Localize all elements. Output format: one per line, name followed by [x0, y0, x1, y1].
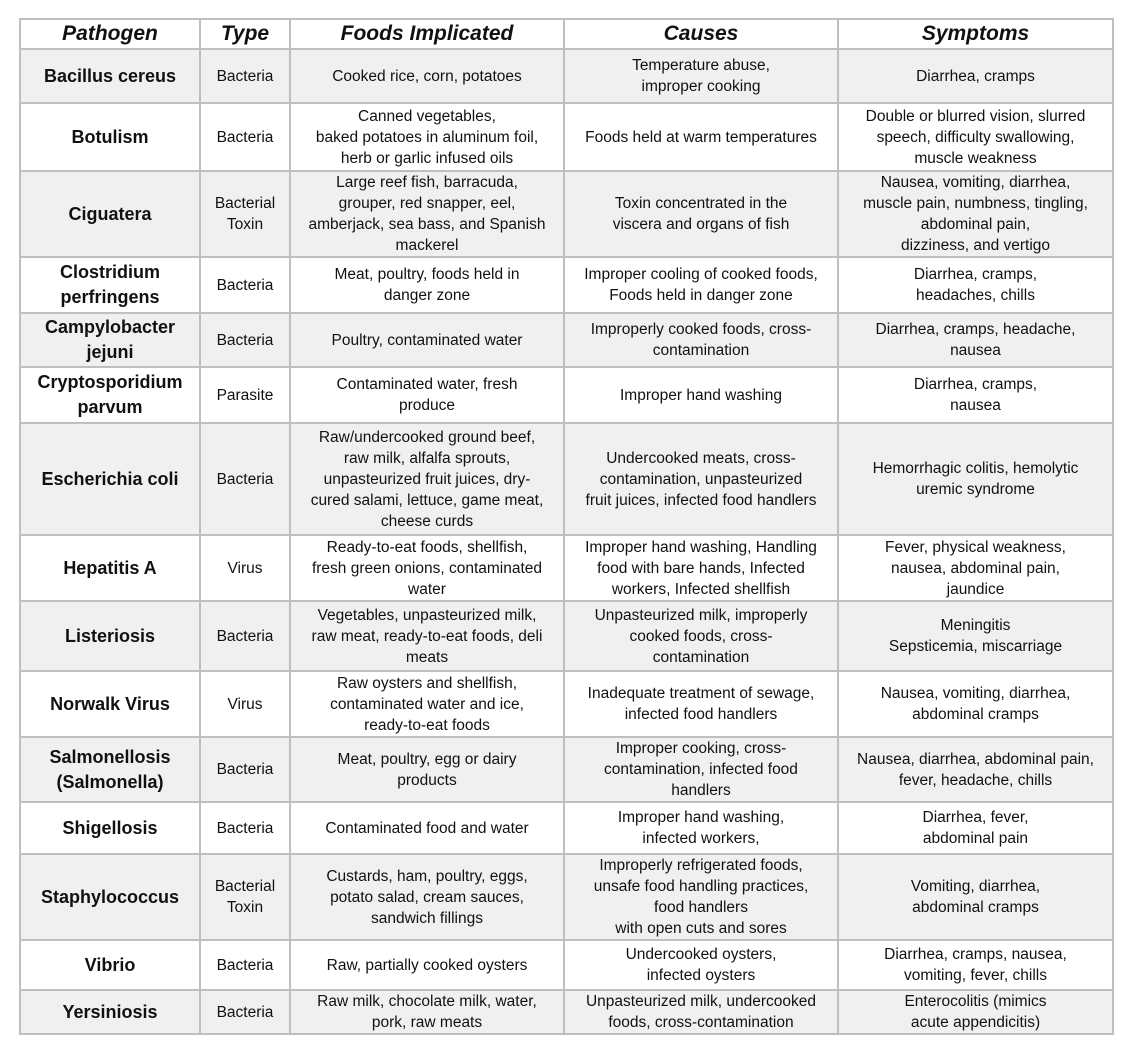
causes-cell: Improper cooking, cross- contamination, infected food handlers: [564, 737, 838, 802]
type-cell: Bacteria: [200, 313, 290, 367]
pathogen-cell: Vibrio: [20, 940, 200, 990]
table-header-row: [20, 19, 1113, 49]
causes-cell: Undercooked meats, cross- contamination, unpasteurized fruit juices, infected food handlers: [564, 423, 838, 535]
type-cell: Bacteria: [200, 49, 290, 103]
header-causes: Causes: [564, 19, 838, 49]
symptoms-cell: Nausea, vomiting, diarrhea, muscle pain, numbness, tingling, abdominal pain, dizziness, and vertigo: [838, 171, 1113, 257]
symptoms-cell: Nausea, vomiting, diarrhea, abdominal cramps: [838, 671, 1113, 737]
table-row: [20, 940, 1113, 990]
foods-cell: Raw milk, chocolate milk, water, pork, raw meats: [290, 990, 564, 1034]
table-row: [20, 313, 1113, 367]
symptoms-cell: Hemorrhagic colitis, hemolytic uremic syndrome: [838, 423, 1113, 535]
foods-cell: Raw, partially cooked oysters: [290, 940, 564, 990]
symptoms-cell: Diarrhea, cramps, nausea: [838, 367, 1113, 423]
type-cell: Bacteria: [200, 257, 290, 313]
causes-cell: Improper hand washing, infected workers,: [564, 802, 838, 854]
table-row: [20, 49, 1113, 103]
causes-cell: Foods held at warm temperatures: [564, 103, 838, 171]
causes-cell: Unpasteurized milk, improperly cooked foods, cross- contamination: [564, 601, 838, 671]
type-cell: Bacterial Toxin: [200, 171, 290, 257]
causes-cell: Undercooked oysters, infected oysters: [564, 940, 838, 990]
table-row: [20, 257, 1113, 313]
type-cell: Bacteria: [200, 103, 290, 171]
type-cell: Bacteria: [200, 940, 290, 990]
symptoms-cell: Diarrhea, fever, abdominal pain: [838, 802, 1113, 854]
table-row: [20, 671, 1113, 737]
pathogen-cell: Salmonellosis (Salmonella): [20, 737, 200, 802]
table-row: [20, 601, 1113, 671]
type-cell: Bacteria: [200, 990, 290, 1034]
table-row: [20, 103, 1113, 171]
symptoms-cell: Diarrhea, cramps: [838, 49, 1113, 103]
table-row: [20, 367, 1113, 423]
symptoms-cell: Fever, physical weakness, nausea, abdominal pain, jaundice: [838, 535, 1113, 601]
pathogen-cell: Cryptosporidium parvum: [20, 367, 200, 423]
type-cell: Virus: [200, 535, 290, 601]
pathogen-cell: Staphylococcus: [20, 854, 200, 940]
foods-cell: Vegetables, unpasteurized milk, raw meat, ready-to-eat foods, deli meats: [290, 601, 564, 671]
causes-cell: Improperly cooked foods, cross- contamination: [564, 313, 838, 367]
causes-cell: Improper hand washing, Handling food with bare hands, Infected workers, Infected shellfish: [564, 535, 838, 601]
header-type: Type: [200, 19, 290, 49]
symptoms-cell: Diarrhea, cramps, nausea, vomiting, fever, chills: [838, 940, 1113, 990]
symptoms-cell: Nausea, diarrhea, abdominal pain, fever, headache, chills: [838, 737, 1113, 802]
foods-cell: Ready-to-eat foods, shellfish, fresh green onions, contaminated water: [290, 535, 564, 601]
type-cell: Bacteria: [200, 601, 290, 671]
pathogen-cell: Campylobacter jejuni: [20, 313, 200, 367]
type-cell: Parasite: [200, 367, 290, 423]
causes-cell: Improperly refrigerated foods, unsafe food handling practices, food handlers with open cuts and sores: [564, 854, 838, 940]
symptoms-cell: Diarrhea, cramps, headache, nausea: [838, 313, 1113, 367]
table-row: [20, 854, 1113, 940]
table-row: [20, 737, 1113, 802]
type-cell: Bacterial Toxin: [200, 854, 290, 940]
type-cell: Bacteria: [200, 802, 290, 854]
causes-cell: Toxin concentrated in the viscera and organs of fish: [564, 171, 838, 257]
foods-cell: Contaminated food and water: [290, 802, 564, 854]
header-symptoms: Symptoms: [838, 19, 1113, 49]
causes-cell: Improper hand washing: [564, 367, 838, 423]
foodborne-pathogen-table: [19, 18, 1114, 1035]
pathogen-cell: Norwalk Virus: [20, 671, 200, 737]
foods-cell: Cooked rice, corn, potatoes: [290, 49, 564, 103]
causes-cell: Inadequate treatment of sewage, infected food handlers: [564, 671, 838, 737]
pathogen-cell: Ciguatera: [20, 171, 200, 257]
header-pathogen: Pathogen: [20, 19, 200, 49]
type-cell: Bacteria: [200, 423, 290, 535]
causes-cell: Unpasteurized milk, undercooked foods, cross-contamination: [564, 990, 838, 1034]
foods-cell: Contaminated water, fresh produce: [290, 367, 564, 423]
causes-cell: Temperature abuse, improper cooking: [564, 49, 838, 103]
symptoms-cell: Diarrhea, cramps, headaches, chills: [838, 257, 1113, 313]
pathogen-cell: Botulism: [20, 103, 200, 171]
foods-cell: Large reef fish, barracuda, grouper, red snapper, eel, amberjack, sea bass, and Spanish mackerel: [290, 171, 564, 257]
foods-cell: Canned vegetables, baked potatoes in aluminum foil, herb or garlic infused oils: [290, 103, 564, 171]
table-row: [20, 802, 1113, 854]
foods-cell: Raw/undercooked ground beef, raw milk, alfalfa sprouts, unpasteurized fruit juices, dry- cured salami, lettuce, game meat, cheese curds: [290, 423, 564, 535]
pathogen-cell: Hepatitis A: [20, 535, 200, 601]
symptoms-cell: Double or blurred vision, slurred speech, difficulty swallowing, muscle weakness: [838, 103, 1113, 171]
symptoms-cell: Vomiting, diarrhea, abdominal cramps: [838, 854, 1113, 940]
pathogen-cell: Escherichia coli: [20, 423, 200, 535]
foods-cell: Custards, ham, poultry, eggs, potato salad, cream sauces, sandwich fillings: [290, 854, 564, 940]
foods-cell: Poultry, contaminated water: [290, 313, 564, 367]
table-row: [20, 535, 1113, 601]
pathogen-cell: Bacillus cereus: [20, 49, 200, 103]
foods-cell: Meat, poultry, foods held in danger zone: [290, 257, 564, 313]
foods-cell: Raw oysters and shellfish, contaminated water and ice, ready-to-eat foods: [290, 671, 564, 737]
table-row: [20, 171, 1113, 257]
type-cell: Virus: [200, 671, 290, 737]
table-row: [20, 423, 1113, 535]
pathogen-table-wrapper: [19, 18, 1112, 1035]
table-row: [20, 990, 1113, 1034]
pathogen-cell: Clostridium perfringens: [20, 257, 200, 313]
symptoms-cell: Meningitis Sepsticemia, miscarriage: [838, 601, 1113, 671]
foods-cell: Meat, poultry, egg or dairy products: [290, 737, 564, 802]
pathogen-cell: Shigellosis: [20, 802, 200, 854]
pathogen-cell: Listeriosis: [20, 601, 200, 671]
causes-cell: Improper cooling of cooked foods, Foods held in danger zone: [564, 257, 838, 313]
symptoms-cell: Enterocolitis (mimics acute appendicitis): [838, 990, 1113, 1034]
pathogen-cell: Yersiniosis: [20, 990, 200, 1034]
type-cell: Bacteria: [200, 737, 290, 802]
header-foods-implicated: Foods Implicated: [290, 19, 564, 49]
